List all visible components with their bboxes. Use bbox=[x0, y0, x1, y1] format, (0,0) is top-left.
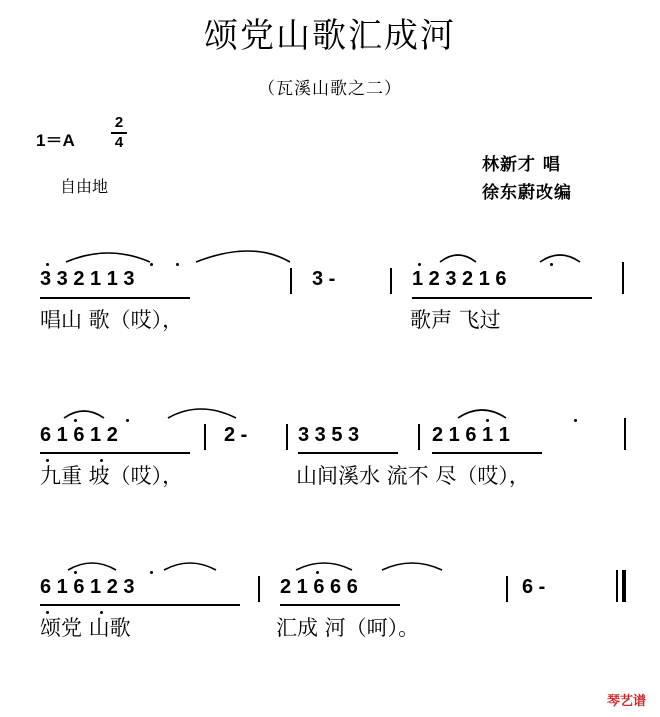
slur bbox=[64, 411, 104, 418]
row1-measure2-notes: 3 - bbox=[312, 268, 336, 290]
slur bbox=[382, 563, 442, 570]
slur bbox=[458, 410, 506, 418]
slur bbox=[168, 409, 236, 418]
time-signature-top: 2 bbox=[114, 114, 124, 131]
row2-measure3-notes: 3 3 5 3 bbox=[298, 424, 360, 446]
arranger-credit: 徐东蔚改编 bbox=[482, 183, 572, 203]
row2-measure2-notes: 2 - bbox=[224, 424, 248, 446]
row3-lyric-b: 汇成 河（呵）。 bbox=[276, 616, 420, 640]
key-signature: 1＝A bbox=[36, 131, 75, 150]
row1-measure3-notes: 1 2 3 2 1 6 bbox=[412, 268, 507, 290]
singer-credit: 林新才 唱 bbox=[482, 155, 561, 175]
song-subtitle: （瓦溪山歌之二） bbox=[258, 79, 402, 99]
row2-lyric-b: 山间溪水 流不 尽（哎）， bbox=[296, 464, 530, 488]
row1-lyric-b: 歌声 飞过 bbox=[410, 308, 501, 332]
watermark-logo: 琴艺谱 bbox=[606, 694, 646, 709]
row2-measure4-notes: 2 1 6 1 1 bbox=[432, 424, 510, 446]
slur bbox=[296, 563, 352, 570]
row3-lyric-a: 颂党 山歌 bbox=[40, 616, 131, 640]
slur bbox=[440, 255, 476, 262]
song-title: 颂党山歌汇成河 bbox=[204, 16, 456, 56]
slur bbox=[66, 253, 150, 262]
slur bbox=[68, 563, 116, 570]
row2-measure1-notes: 6 1 6 1 2 bbox=[40, 424, 118, 446]
row2-lyric-a: 九重 坡（哎）， bbox=[40, 464, 184, 488]
slur bbox=[540, 255, 580, 262]
row3-measure2-notes: 2 1 6 6 6 bbox=[280, 576, 358, 598]
tempo-marking: 自由地 bbox=[60, 177, 109, 196]
row3-measure3-notes: 6 - bbox=[522, 576, 546, 598]
row3-measure1-notes: 6 1 6 1 2 3 bbox=[40, 576, 135, 598]
row1-measure1-notes: 3 3 2 1 1 3 bbox=[40, 268, 135, 290]
slur bbox=[164, 563, 216, 570]
row1-lyric-a: 唱山 歌（哎）， bbox=[40, 308, 184, 332]
time-signature-bottom: 4 bbox=[114, 134, 124, 151]
slur bbox=[196, 251, 290, 262]
